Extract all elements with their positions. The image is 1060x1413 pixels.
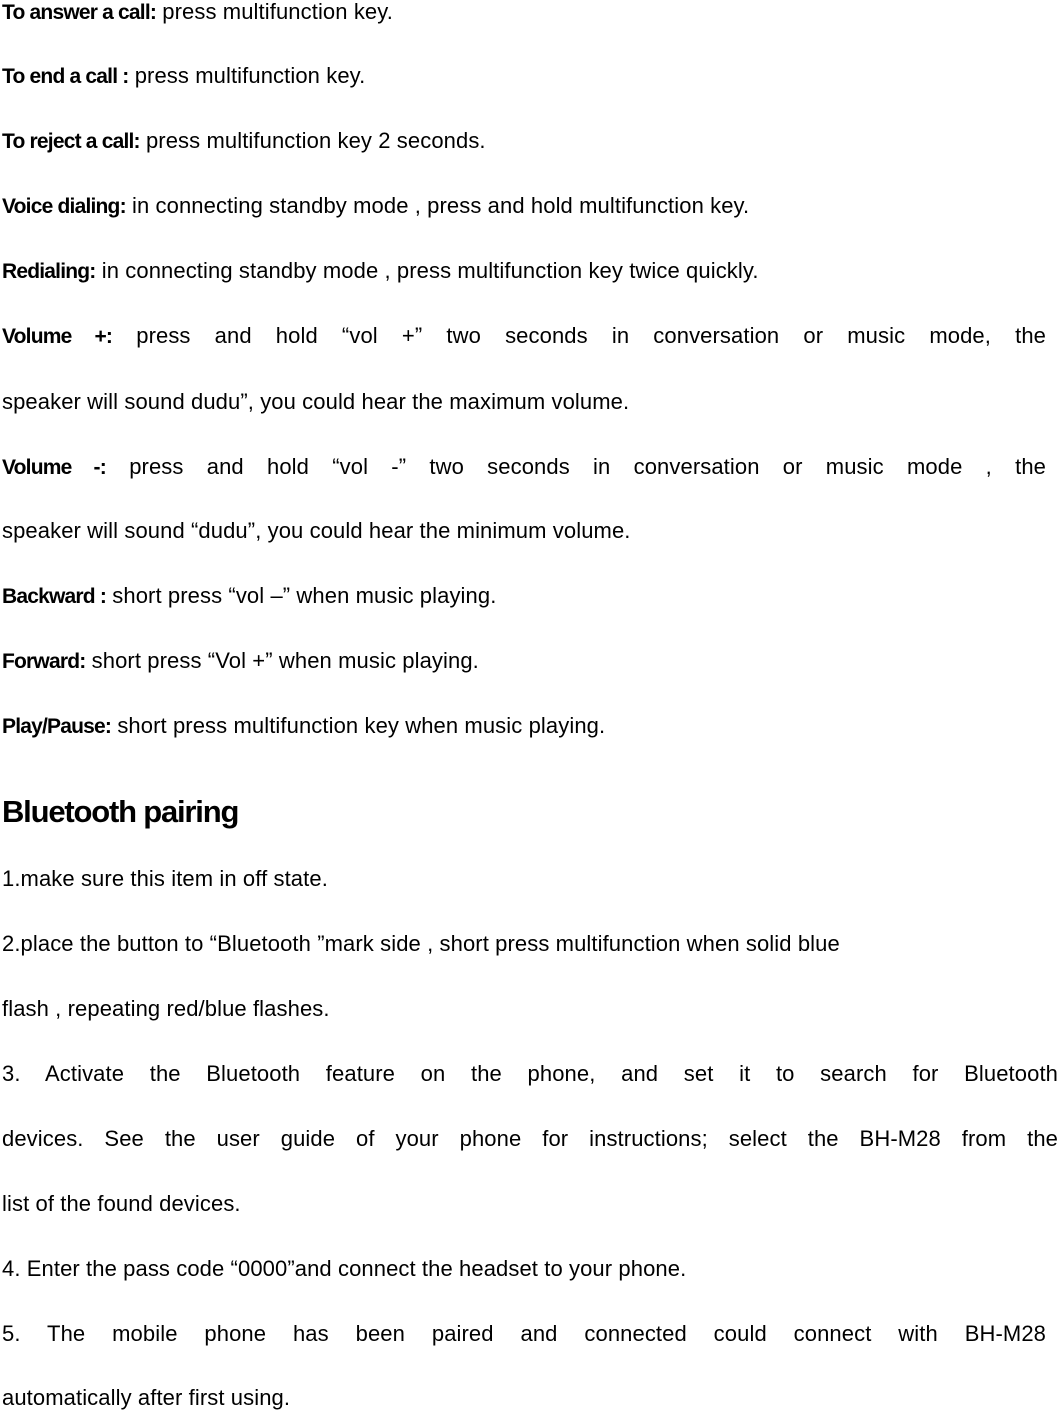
answer-call-label: To answer a call: <box>2 1 157 24</box>
volume-up-text: press and hold “vol +” two seconds in conversation or music mode, the <box>112 323 1046 348</box>
pairing-step-3-continuation-1: devices. See the user guide of your phone for instructions; select the BH-M28 from the <box>2 1126 1058 1151</box>
bluetooth-pairing-heading: Bluetooth pairing <box>2 794 239 829</box>
voice-dialing-text: in connecting standby mode , press and hold multifunction key. <box>125 193 750 218</box>
reject-call-text: press multifunction key 2 seconds. <box>139 128 486 153</box>
volume-down-line <box>2 452 1046 483</box>
volume-up-label: Volume +: <box>2 325 113 348</box>
pairing-step-3-continuation-2: list of the found devices. <box>2 1191 241 1216</box>
end-call-line <box>2 61 365 92</box>
forward-label: Forward: <box>2 650 86 673</box>
play-pause-label: Play/Pause: <box>2 715 112 738</box>
answer-call-text: press multifunction key. <box>156 0 393 24</box>
redialing-label: Redialing: <box>2 260 96 283</box>
pairing-step-1: 1.make sure this item in off state. <box>2 866 328 891</box>
volume-up-line <box>2 321 1046 352</box>
forward-text: short press “Vol +” when music playing. <box>85 648 479 673</box>
reject-call-line <box>2 126 486 157</box>
end-call-label: To end a call : <box>2 65 129 88</box>
backward-text: short press “vol –” when music playing. <box>106 583 497 608</box>
play-pause-text: short press multifunction key when music playing. <box>111 713 606 738</box>
forward-line <box>2 646 479 677</box>
backward-line <box>2 581 496 612</box>
voice-dialing-line <box>2 191 749 222</box>
pairing-step-2: 2.place the button to “Bluetooth ”mark side , short press multifunction when solid blue <box>2 931 840 956</box>
redialing-line <box>2 256 759 287</box>
pairing-step-5-continuation: automatically after first using. <box>2 1385 291 1410</box>
pairing-step-4: 4. Enter the pass code “0000”and connect the headset to your phone. <box>2 1256 687 1281</box>
volume-up-continuation: speaker will sound dudu”, you could hear the maximum volume. <box>2 389 630 414</box>
volume-down-label: Volume -: <box>2 456 106 479</box>
pairing-step-5: 5. The mobile phone has been paired and connected could connect with BH-M28 <box>2 1321 1046 1346</box>
voice-dialing-label: Voice dialing: <box>2 195 126 218</box>
redialing-text: in connecting standby mode , press multifunction key twice quickly. <box>95 258 759 283</box>
volume-down-text: press and hold “vol -” two seconds in conversation or music mode , the <box>105 454 1046 479</box>
pairing-step-2-continuation: flash , repeating red/blue flashes. <box>2 996 330 1021</box>
reject-call-label: To reject a call: <box>2 130 140 153</box>
answer-call-line <box>2 0 393 28</box>
pairing-step-3: 3. Activate the Bluetooth feature on the phone, and set it to search for Bluetooth <box>2 1061 1058 1086</box>
backward-label: Backward : <box>2 585 107 608</box>
end-call-text: press multifunction key. <box>128 63 366 88</box>
volume-down-continuation: speaker will sound “dudu”, you could hear the minimum volume. <box>2 518 631 543</box>
play-pause-line <box>2 711 605 742</box>
